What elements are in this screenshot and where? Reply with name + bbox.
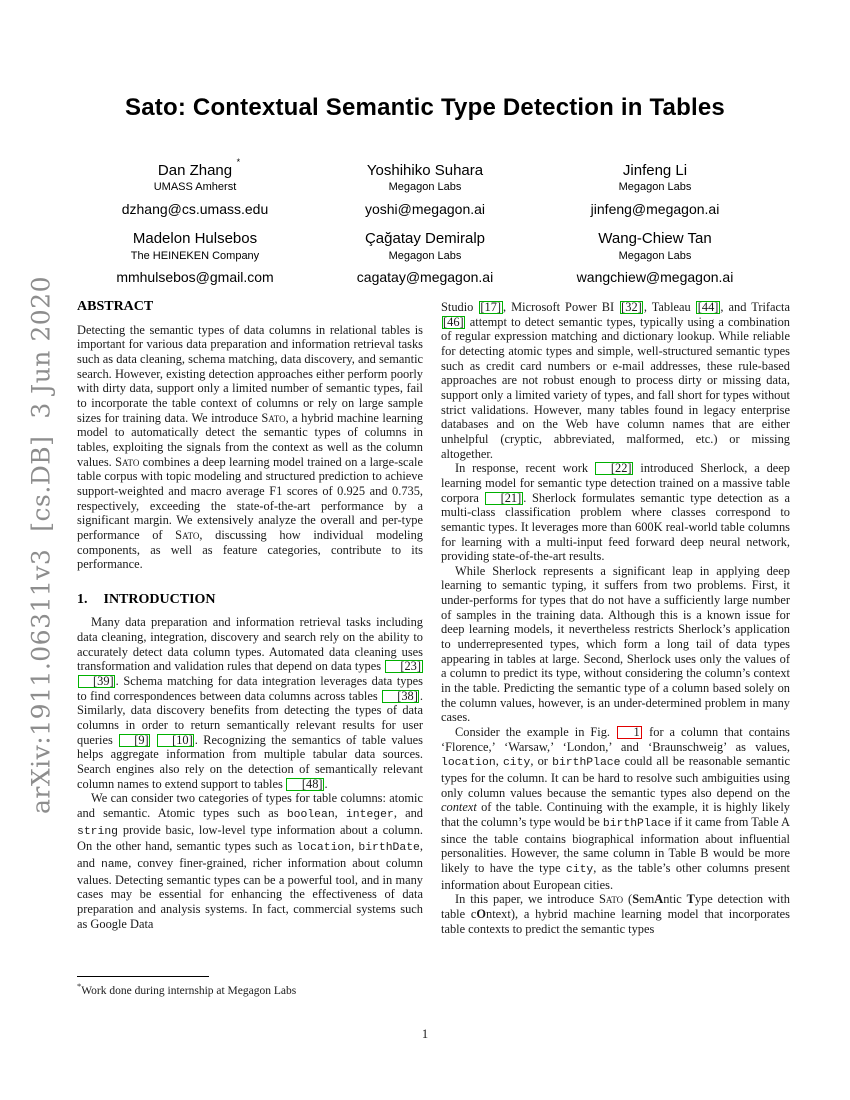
paragraph: In response, recent work [22] introduced Sherlock, a deep learning model for semantic type detection trained on a massive table corpora [21] . Sherlock formulates semantic type detection as a multi-class classification problem where classes correspond to semantic types. It leverages more than 600K real-world table columns for learning with a multi-input feed forward deep neural network, providing state-of-the-art results. bbox=[441, 461, 790, 564]
citation-link[interactable]: [17] bbox=[480, 300, 502, 314]
footnote-marker: * bbox=[77, 981, 82, 991]
text-segment: Sato bbox=[261, 410, 286, 425]
author-email: cagatay@megagon.ai bbox=[356, 269, 494, 286]
figure-ref-link[interactable]: 1 bbox=[617, 726, 642, 739]
section-title: INTRODUCTION bbox=[103, 591, 216, 607]
left-column bbox=[77, 300, 423, 972]
footnote-text-body: Work done during internship at Megagon Labs bbox=[81, 984, 297, 997]
paragraph: Many data preparation and information retrieval tasks including data cleaning, integration, discovery and search rely on the ability to accurately detect data column types. Automated data cleaning uses transformation and validation rules that depend on data types [23] [39] . Schema matching for data integration leverages data types to find correspondences between data columns across tables [38] . Similarly, data discovery benefits from detecting the types of data columns in order to return semantically relevant results for user queries [9] [10] . Recognizing the semantics of table values helps aggregate information from multiple tabular data sources. Search engines also rely on the detection of semantically relevant column names to extend support to tables [48] . bbox=[77, 615, 423, 791]
paragraph: In this paper, we introduce Sato (SemAntic Type detection with table cOntext), a hybrid machine learning model that incorporates table contexts to predict the semantic types bbox=[441, 892, 790, 936]
paragraph: Consider the example in Fig. 1 for a column that contains ‘Florence,’ ‘Warsaw,’ ‘London,’ and ‘Braunschweig’ as values, location, city, or birthPlace could all be reasonable semantic types for the column. It can be hard to resolve such ambiguities using only column values because the semantic types also depend on the context of the table. Continuing with the example, it is highly likely that the column’s type would be birthPlace if it came from Table A since the table contains biographical information about influential personalities. However, the same column in Table B would be more likely to have the type city, as the table’s other columns present information about European cities. bbox=[441, 725, 790, 892]
citation-link[interactable]: [21] bbox=[485, 492, 523, 505]
citation-link[interactable]: [23] bbox=[385, 660, 423, 673]
citation-link[interactable]: [38] bbox=[382, 690, 420, 703]
author-affiliation: UMASS Amherst bbox=[153, 181, 237, 194]
author-affiliation: Megagon Labs bbox=[388, 181, 462, 194]
paragraph: Studio [17] , Microsoft Power BI [32] , Tableau [44] , and Trifacta [46] attempt to detect semantic types, typically using a combination of regular expression matching and dictionary lookup. While reliable for detecting atomic types and simple, well-structured semantic types such as credit card numbers or e-mail addresses, these rule-based approaches are not robust enough to process dirty or missing data, support only a limited variety of types, and fall short for types without strict validations. However, many tables found in legacy enterprise databases and on the Web have column names that are either unhelpful (cryptic, abbreviated, malformed, etc.) or missing altogether. bbox=[441, 300, 790, 461]
footnote-text bbox=[77, 980, 423, 998]
text-segment: Sato bbox=[598, 892, 624, 907]
citation-link[interactable]: [32] bbox=[621, 300, 642, 314]
arxiv-banner: arXiv:1911.06311v3 [cs.DB] 3 Jun 2020 bbox=[26, 276, 56, 814]
text-segment: city bbox=[502, 757, 531, 770]
author-name: Jinfeng Li bbox=[622, 162, 688, 179]
author-name: Çağatay Demiralp bbox=[364, 230, 486, 248]
author-affiliation: The HEINEKEN Company bbox=[130, 249, 260, 262]
page-number: 1 bbox=[421, 1027, 429, 1041]
text-segment: location bbox=[441, 757, 496, 770]
text-segment: A bbox=[654, 892, 664, 907]
citation-link[interactable]: [44] bbox=[697, 300, 719, 314]
text-segment: city bbox=[565, 863, 594, 876]
author-name bbox=[157, 157, 241, 179]
citation-link[interactable]: [39] bbox=[78, 675, 116, 688]
paragraph: While Sherlock represents a significant leap in applying deep learning to semantic typing, it suffers from two problems. First, it under-performs for types that do not have a sufficiently large number of samples in the training data. Although this is a known issue for deep learning models, it nevertheless restricts Sherlock’s application to underrepresented types, which form a long tail of data types appearing in tables at large. Second, Sherlock uses only the values of a column to predict its type, without considering the column’s context in the table. Predicting the semantic type of a column based solely on the column values, however, is an under-determined problem in many cases. bbox=[441, 563, 790, 725]
author-name-text: Dan Zhang bbox=[157, 162, 233, 179]
text-segment: Sato bbox=[175, 527, 200, 542]
author-card bbox=[310, 230, 540, 285]
author-email: jinfeng@megagon.ai bbox=[590, 201, 720, 218]
author-footnote-marker: * bbox=[236, 157, 241, 167]
right-column bbox=[441, 300, 790, 1000]
abstract-heading: ABSTRACT bbox=[77, 300, 154, 314]
text-segment: boolean bbox=[286, 809, 335, 821]
abstract-paragraph: Detecting the semantic types of data columns in relational tables is important for various data preparation and information retrieval tasks such as data cleaning, schema matching, data discovery, and semantic search. However, existing detection approaches either perform poorly with dirty data, support only a limited number of semantic types, fail to incorporate the table context of columns or rely on large sample sizes for training data. We introduce Sato, a hybrid machine learning model to automatically detect the semantic types of columns in tables, exploiting the signals from the context as well as the column values. Sato combines a deep learning model trained on a large-scale table corpus with topic modeling and structured prediction to achieve support-weighted and macro average F1 scores of 0.925 and 0.735, respectively, exceeding the state-of-the-art performance by a significant margin. We extensively analyze the overall and per-type performance of Sato, discussing how individual modeling components, as well as feature categories, contribute to its performance. bbox=[77, 322, 423, 572]
citation-link[interactable]: [10] bbox=[157, 734, 195, 747]
author-email: wangchiew@megagon.ai bbox=[576, 269, 734, 286]
author-card bbox=[80, 157, 310, 218]
author-name: Madelon Hulsebos bbox=[132, 230, 258, 248]
author-card bbox=[540, 162, 770, 217]
text-segment: S bbox=[632, 892, 640, 907]
author-name: Wang-Chiew Tan bbox=[598, 230, 712, 248]
paragraph: We can consider two categories of types for table columns: atomic and semantic. Atomic types such as boolean, integer, and string provide basic, low-level type information about a column. On the other hand, semantic types such as location, birthDate, and name, convey finer-grained, richer information about column values. Detecting semantic types can be a powerful tool, and in many cases may be essential for enhancing the effectiveness of data preparation and analysis systems. In fact, commercial systems such as Google Data bbox=[77, 791, 423, 931]
footnote bbox=[77, 976, 423, 998]
author-card bbox=[80, 230, 310, 285]
authors-grid bbox=[80, 157, 770, 286]
text-segment: string bbox=[77, 825, 119, 838]
text-segment: birthPlace bbox=[552, 757, 621, 770]
citation-link[interactable]: [22] bbox=[595, 462, 633, 475]
text-segment: O bbox=[476, 906, 487, 921]
text-segment: birthDate bbox=[358, 842, 420, 855]
citation-link[interactable]: [9] bbox=[119, 734, 150, 747]
text-segment: birthPlace bbox=[602, 817, 672, 830]
page-title: Sato: Contextual Semantic Type Detection in Tables bbox=[125, 94, 725, 121]
author-affiliation: Megagon Labs bbox=[618, 249, 692, 262]
author-card bbox=[310, 162, 540, 217]
author-affiliation: Megagon Labs bbox=[618, 181, 692, 194]
author-email: yoshi@megagon.ai bbox=[364, 201, 486, 218]
author-email: mmhulsebos@gmail.com bbox=[116, 269, 274, 286]
citation-link[interactable]: [48] bbox=[286, 778, 324, 791]
footnote-rule bbox=[77, 976, 209, 977]
section-heading-introduction bbox=[77, 593, 423, 608]
text-segment: T bbox=[686, 892, 695, 907]
citation-link[interactable]: [46] bbox=[443, 314, 464, 329]
text-segment: name bbox=[100, 858, 129, 871]
author-card bbox=[540, 230, 770, 285]
author-email: dzhang@cs.umass.edu bbox=[121, 201, 269, 218]
text-segment: integer bbox=[345, 809, 394, 821]
author-name: Yoshihiko Suhara bbox=[366, 162, 484, 179]
text-segment: context bbox=[441, 800, 477, 815]
section-number: 1. bbox=[77, 591, 88, 607]
text-segment: location bbox=[296, 842, 352, 855]
author-affiliation: Megagon Labs bbox=[388, 249, 462, 262]
text-segment: Sato bbox=[115, 454, 140, 469]
